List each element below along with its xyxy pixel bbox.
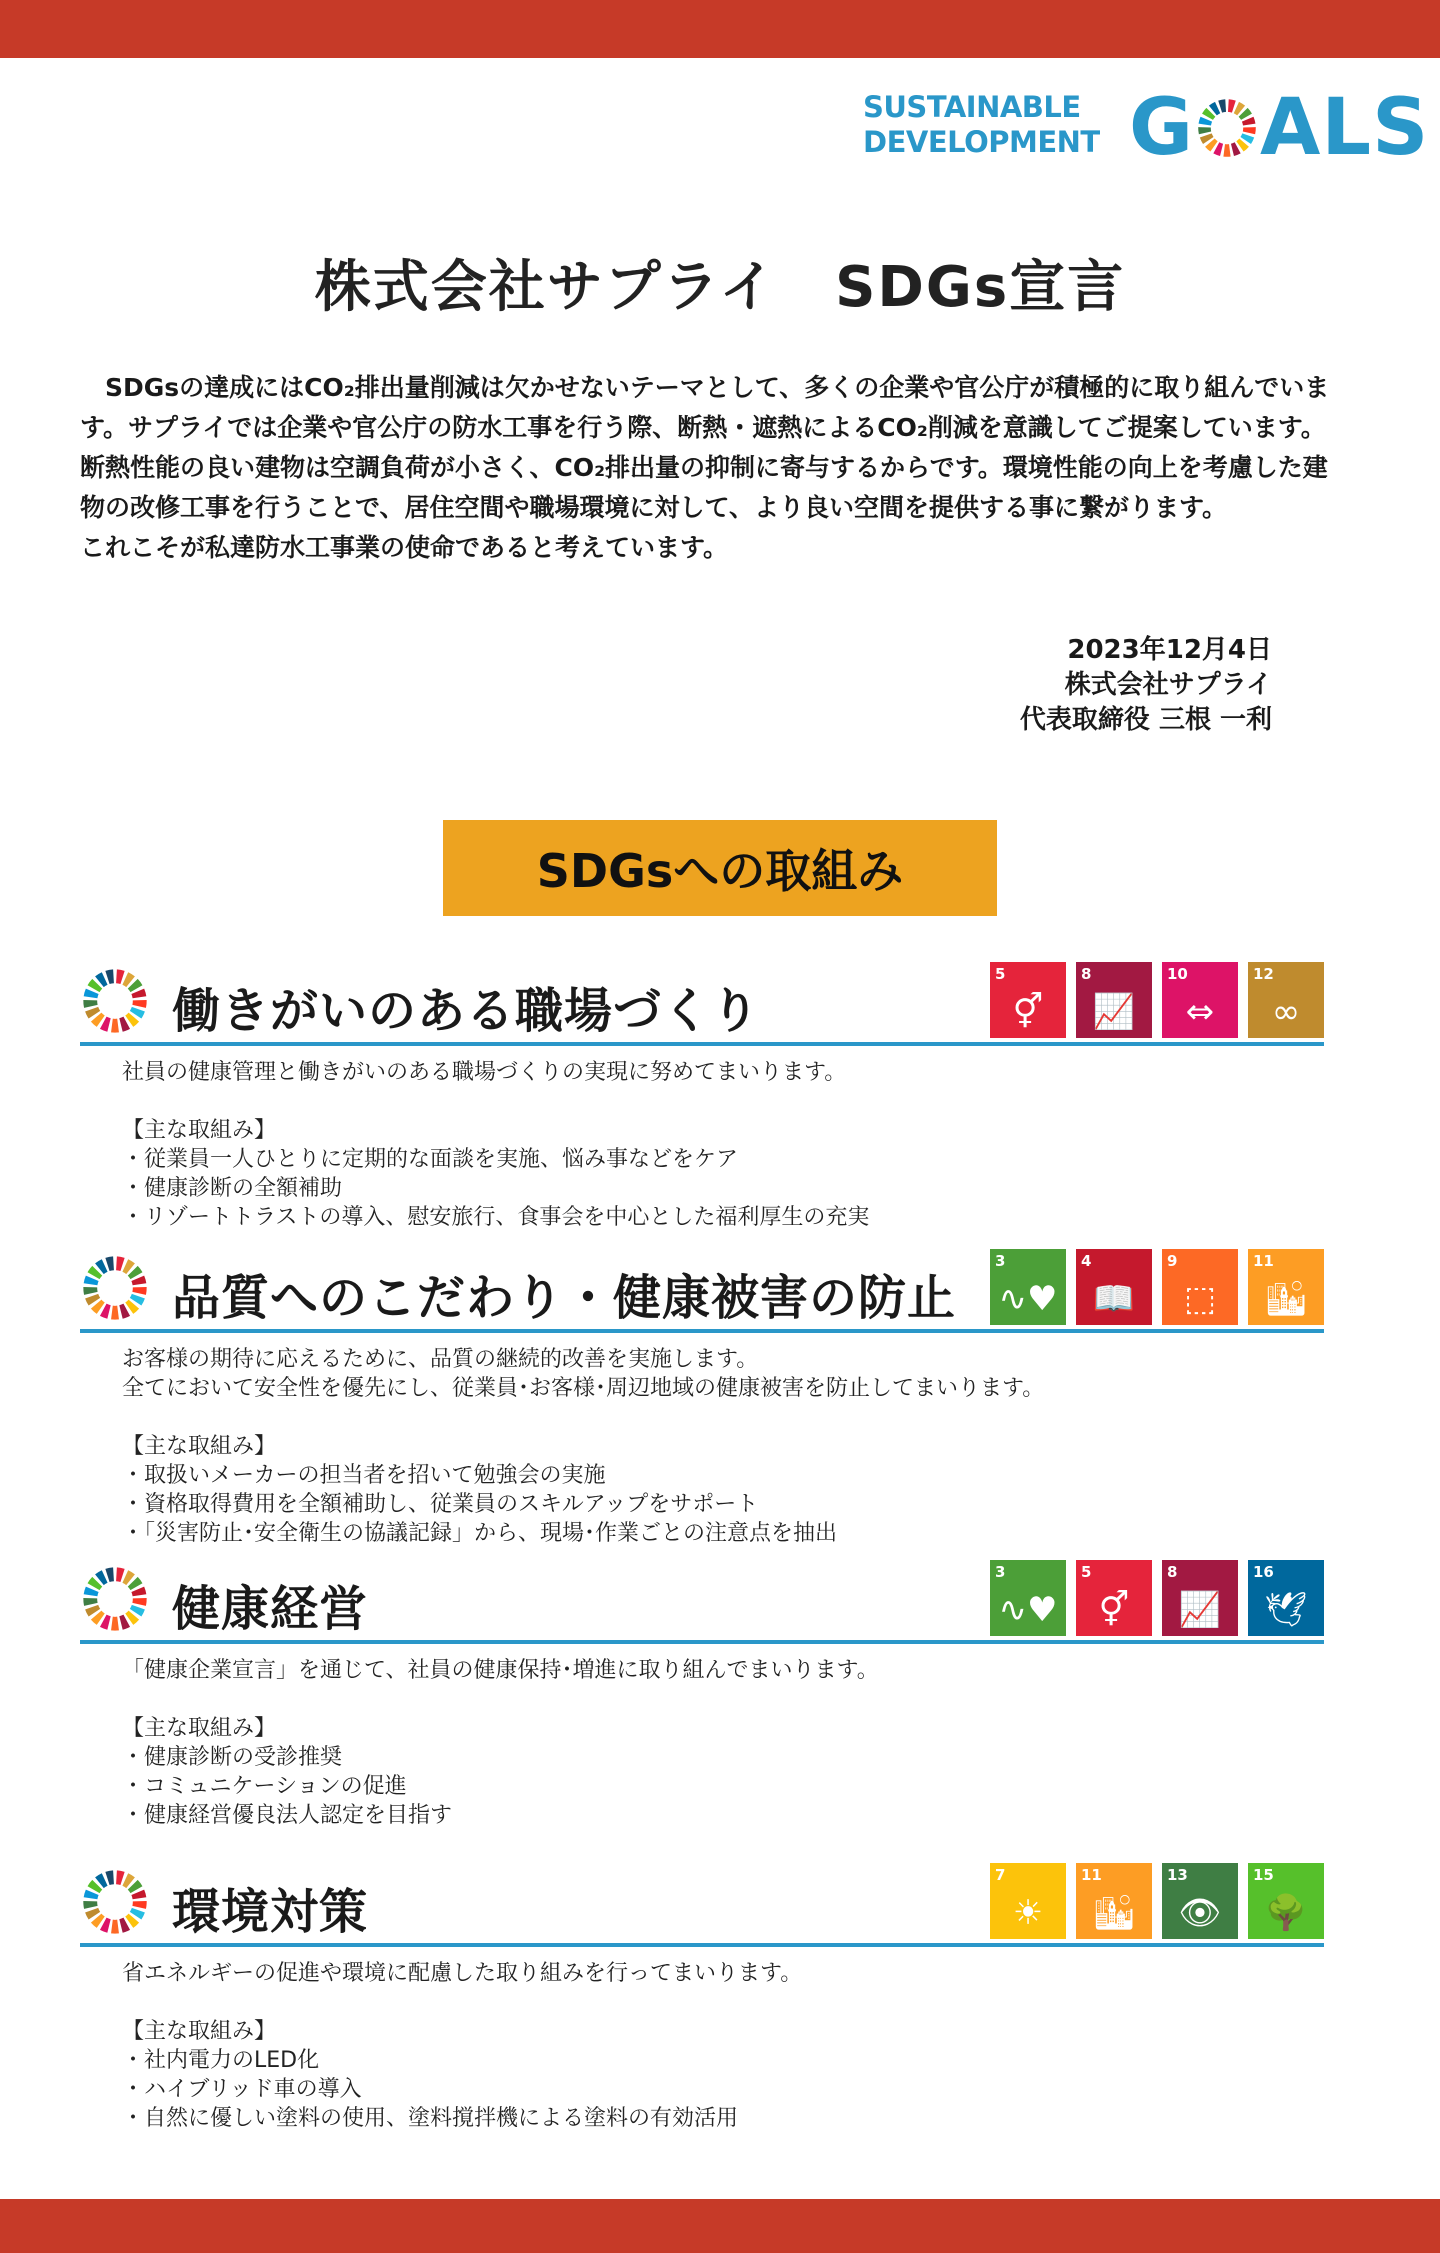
sdg-goal-number: 9: [1167, 1252, 1178, 1270]
sdg-goal-glyph: ∿♥: [998, 1279, 1058, 1319]
section-title: 働きがいのある職場づくり: [172, 983, 761, 1039]
sdg-icon-group: [990, 962, 1324, 1038]
section-title: 環境対策: [172, 1884, 369, 1940]
section-title: 品質へのこだわり・健康被害の防止: [172, 1270, 957, 1326]
wheel-segment: [83, 1598, 97, 1606]
signature-representative: 代表取締役 三根 一利: [1019, 705, 1272, 735]
sdg-goal-glyph: 📈: [1092, 992, 1136, 1032]
sustainable-cities-icon: [1076, 1863, 1152, 1939]
wheel-segment: [116, 1256, 125, 1271]
wheel-segment: [132, 1287, 146, 1295]
logo-goals-g: G: [1129, 83, 1195, 173]
intro-paragraph: これこそが私達防水工事業の使命であると考えています。: [80, 533, 729, 562]
sdg-wheel-icon: [82, 1869, 148, 1935]
wheel-segment: [105, 1567, 114, 1582]
wheel-segment: [116, 1567, 125, 1582]
gender-equality-icon: [990, 962, 1066, 1038]
gender-equality-icon: [1076, 1560, 1152, 1636]
sdg-wheel-icon: [1197, 98, 1257, 158]
sdg-goal-number: 16: [1253, 1563, 1274, 1581]
sdg-goal-number: 5: [995, 965, 1006, 983]
sdg-wheel-icon: [82, 968, 148, 1034]
sdg-goal-glyph: 👁: [1178, 1893, 1222, 1933]
wheel-segment: [132, 1000, 146, 1008]
section-text-line: ・「災害防止･安全衛生の協議記録」から、現場･作業ごとの注意点を抽出: [122, 1521, 838, 1546]
decent-work-icon: [1162, 1560, 1238, 1636]
sdg-icon-group: [990, 1863, 1324, 1939]
section-text-line: ・健康診断の全額補助: [122, 1176, 343, 1201]
sdg-icon-group: [990, 1560, 1324, 1636]
sdg-wheel-icon: [82, 1566, 148, 1632]
sdgs-initiatives-banner: SDGsへの取組み: [443, 820, 997, 916]
wheel-segment: [83, 1901, 97, 1909]
top-bar: [0, 0, 1440, 58]
sdg-goal-number: 11: [1081, 1866, 1102, 1884]
reduced-inequalities-icon: [1162, 962, 1238, 1038]
sdg-goal-number: 5: [1081, 1563, 1092, 1581]
blank-line: [122, 1988, 802, 2017]
section-text-line: 「健康企業宣言」を通じて、社員の健康保持･増進に取り組んでまいります。: [122, 1658, 879, 1683]
section-body: [122, 1058, 869, 1232]
logo-line-1: SUSTAINABLE: [863, 90, 1081, 124]
sdg-goal-glyph: ⚥: [1012, 992, 1044, 1032]
peace-justice-icon: [1248, 1560, 1324, 1636]
life-on-land-icon: [1248, 1863, 1324, 1939]
section-text-line: ・従業員一人ひとりに定期的な面談を実施、悩み事などをケア: [122, 1147, 739, 1172]
wheel-segment: [1228, 99, 1236, 112]
bottom-bar: [0, 2199, 1440, 2253]
section-text-line: 全てにおいて安全性を優先にし、従業員･お客様･周辺地域の健康被害を防止してまいります。: [122, 1376, 1045, 1401]
wheel-segment: [1218, 99, 1226, 112]
blank-line: [122, 1685, 879, 1714]
section-text-line: ・ハイブリッド車の導入: [122, 2077, 362, 2102]
wheel-segment: [105, 969, 114, 984]
sdg-wheel-icon: [82, 1255, 148, 1321]
sdg-goal-number: 11: [1253, 1252, 1274, 1270]
section-text-line: お客様の期待に応えるために、品質の継続的改善を実施します。: [122, 1347, 759, 1372]
sdg-goal-glyph: 🌳: [1264, 1893, 1308, 1933]
sdg-goal-number: 8: [1167, 1563, 1178, 1581]
intro-text: [80, 368, 1330, 568]
section-text-line: ・健康診断の受診推奨: [122, 1745, 343, 1770]
sdg-goal-glyph: 📈: [1178, 1590, 1222, 1630]
wheel-segment: [1198, 127, 1211, 134]
sdg-goal-number: 8: [1081, 965, 1092, 983]
sdg-goal-glyph: ∞: [1271, 992, 1301, 1032]
sdg-goal-glyph: ⬚: [1183, 1279, 1217, 1319]
sustainable-cities-icon: [1248, 1249, 1324, 1325]
wheel-segment: [111, 1920, 119, 1934]
signature-block: [1020, 633, 1272, 738]
wheel-segment: [1243, 127, 1256, 134]
wheel-segment: [132, 1598, 146, 1606]
section-text-line: ・コミュニケーションの促進: [122, 1774, 407, 1799]
page-title: 株式会社サプライ SDGs宣言: [314, 255, 1126, 320]
section-header: [80, 1861, 1324, 1947]
clean-energy-icon: [990, 1863, 1066, 1939]
sdg-goal-glyph: ∿♥: [998, 1590, 1058, 1630]
signature-company: 株式会社サプライ: [1064, 670, 1272, 700]
blank-line: [122, 1403, 1044, 1432]
logo-line-2: DEVELOPMENT: [863, 125, 1100, 159]
section-text-line: 【主な取組み】: [122, 1434, 277, 1459]
section-body: [122, 1656, 879, 1830]
sdg-goal-glyph: 🏙: [1264, 1279, 1308, 1319]
responsible-consumption-icon: [1248, 962, 1324, 1038]
wheel-segment: [105, 1256, 114, 1271]
sdg-goal-number: 13: [1167, 1866, 1188, 1884]
section-text-line: ・健康経営優良法人認定を目指す: [122, 1803, 453, 1828]
quality-education-icon: [1076, 1249, 1152, 1325]
section-body: [122, 1345, 1044, 1548]
sdgs-logo: [863, 83, 1430, 173]
sdg-goal-glyph: ☀: [1012, 1893, 1044, 1933]
sdg-goal-glyph: 📖: [1092, 1279, 1136, 1319]
sdg-goal-number: 3: [995, 1563, 1006, 1581]
section-text-line: ・自然に優しい塗料の使用、塗料撹拌機による塗料の有効活用: [122, 2106, 739, 2131]
section-text-line: 【主な取組み】: [122, 2019, 277, 2044]
decent-work-icon: [1076, 962, 1152, 1038]
logo-goals: [1129, 83, 1430, 173]
sdg-goal-glyph: ⚥: [1098, 1590, 1130, 1630]
section-text-line: ・取扱いメーカーの担当者を招いて勉強会の実施: [122, 1463, 606, 1488]
sdg-goal-glyph: ⇔: [1185, 992, 1215, 1032]
section-text-line: ・社内電力のLED化: [122, 2048, 320, 2073]
section-title: 健康経営: [172, 1581, 369, 1637]
section-body: [122, 1959, 802, 2133]
wheel-segment: [116, 1870, 125, 1885]
wheel-segment: [83, 1287, 97, 1295]
wheel-segment: [1223, 144, 1230, 157]
sdg-goal-glyph: 🕊: [1264, 1590, 1308, 1630]
wheel-segment: [83, 1000, 97, 1008]
sdg-goal-number: 3: [995, 1252, 1006, 1270]
sdg-goal-number: 4: [1081, 1252, 1092, 1270]
section-header: [80, 1247, 1324, 1333]
logo-goals-rest: ALS: [1260, 83, 1430, 173]
wheel-segment: [111, 1617, 119, 1631]
sdg-icon-group: [990, 1249, 1324, 1325]
wheel-segment: [132, 1901, 146, 1909]
wheel-segment: [116, 969, 125, 984]
sdg-goal-number: 12: [1253, 965, 1274, 983]
wheel-segment: [111, 1306, 119, 1320]
section-text-line: ・リゾートトラストの導入、慰安旅行、食事会を中心とした福利厚生の充実: [122, 1205, 870, 1230]
section-header: [80, 1558, 1324, 1644]
climate-action-icon: [1162, 1863, 1238, 1939]
intro-paragraph: SDGsの達成にはCO₂排出量削減は欠かせないテーマとして、多くの企業や官公庁が積極的に取り組んでいます。サプライでは企業や官公庁の防水工事を行う際、断熱・遮熱によるCO₂削減を意識してご提案しています。断熱性能の良い建物は空調負荷が小さく、CO₂排出量の抑制に寄与するからです。環境性能の向上を考慮した建物の改修工事を行うことで、居住空間や職場環境に対して、より良い空間を提供する事に繋がります。: [80, 373, 1330, 522]
sdg-goal-number: 15: [1253, 1866, 1274, 1884]
good-health-icon: [990, 1560, 1066, 1636]
sdg-goal-glyph: 🏙: [1092, 1893, 1136, 1933]
section-text-line: 省エネルギーの促進や環境に配慮した取り組みを行ってまいります。: [122, 1961, 803, 1986]
section-text-line: ・資格取得費用を全額補助し、従業員のスキルアップをサポート: [122, 1492, 759, 1517]
section-header: [80, 960, 1324, 1046]
wheel-segment: [111, 1019, 119, 1033]
wheel-segment: [105, 1870, 114, 1885]
section-text-line: 【主な取組み】: [122, 1118, 277, 1143]
section-text-line: 社員の健康管理と働きがいのある職場づくりの実現に努めてまいります。: [122, 1060, 847, 1085]
sdg-goal-number: 7: [995, 1866, 1006, 1884]
section-text-line: 【主な取組み】: [122, 1716, 277, 1741]
signature-date: 2023年12月4日: [1067, 635, 1272, 665]
industry-innovation-icon: [1162, 1249, 1238, 1325]
good-health-icon: [990, 1249, 1066, 1325]
sdg-goal-number: 10: [1167, 965, 1188, 983]
blank-line: [122, 1087, 869, 1116]
